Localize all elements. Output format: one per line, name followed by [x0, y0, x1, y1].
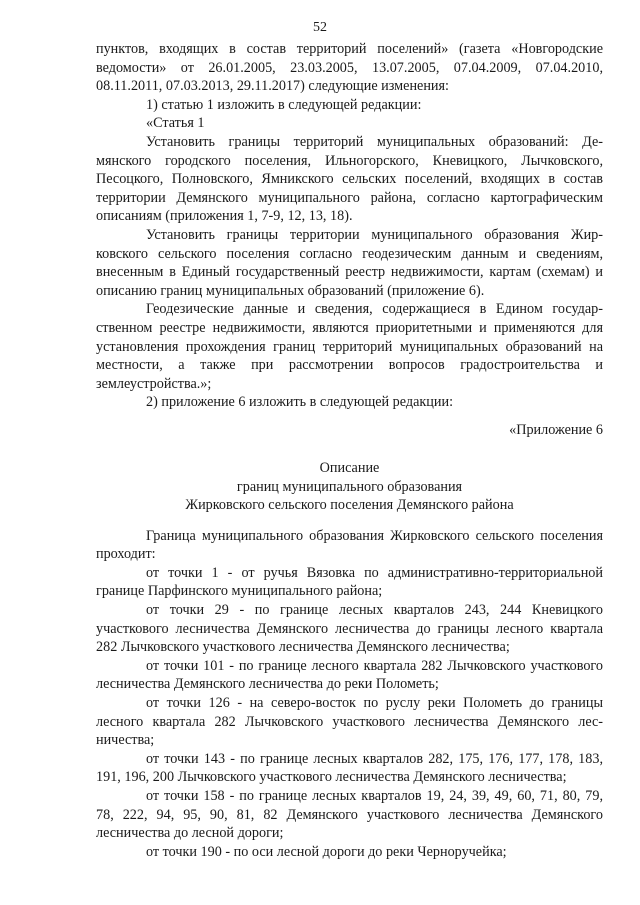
description-point-29: от точки 29 - по границе лесных кварталов 243, 244 Кневицкого участкового лесничества Демянского лесничества до границы лесного квартала 282 Лычковского участкового лесничества Демянского лесничества; — [96, 602, 603, 656]
paragraph-continuation: пунктов, входящих в состав территорий поселений» (газета «Новгородские ведомости» от 26.01.2005, 23.03.2005, 13.07.2005, 07.04.2009, 07.04.2010, 08.11.2011, 07.03.2013, 29.11.2017) следующие изменения: — [96, 41, 603, 95]
description-point-143: от точки 143 - по границе лесных кварталов 282, 175, 176, 177, 178, 183, 191, 196, 200 Лычковского участкового лесничества Демянского лесничества; — [96, 750, 603, 786]
document-body — [96, 40, 603, 861]
article-heading: «Статья 1 — [146, 115, 205, 132]
paragraph-borders-zhirkovskoe: Установить границы территории муниципального образования Жирковского сельского поселения согласно геодезическим данным и сведениям, внесенным в Единый государственный реестр недвижимости, картам (схемам) и описанию границ муниципальных образований (приложение 6). — [96, 226, 603, 299]
appendix-reference: «Приложение 6 — [509, 421, 603, 438]
description-point-158: от точки 158 - по границе лесных кварталов 19, 24, 39, 49, 60, 71, 80, 79, 78, 222, 94, 95, 90, 81, 82 Демянского участкового лесничества Демянского лесничества до лесной дороги; — [96, 788, 603, 842]
description-point-101: от точки 101 - по границе лесного квартала 282 Лычковского участкового лесничества Демянского лесничества до реки Полометь; — [96, 657, 603, 693]
description-intro: Граница муниципального образования Жирковского сельского поселения проходит: — [96, 527, 603, 563]
description-title — [96, 459, 603, 514]
description-point-1: от точки 1 - от ручья Вязовка по административно-территориальной границе Парфинского муниципального района; — [96, 564, 603, 600]
paragraph-geodetic-data: Геодезические данные и сведения, содержащиеся в Едином государственном реестре недвижимости, являются приоритетными и применяются для установления прохождения границ территорий муниципальных образований на местности, а также при рассмотрении вопросов градостроительства и землеустройства.»; — [96, 301, 603, 392]
title-line-1: Описание — [319, 460, 380, 477]
title-line-3: Жирковского сельского поселения Демянского района — [185, 497, 514, 514]
description-point-126: от точки 126 - на северо-восток по руслу реки Полометь до границы лесного квартала 282 Лычковского участкового лесничества Демянского лесничества; — [96, 695, 603, 749]
paragraph-item-1: 1) статью 1 изложить в следующей редакции: — [146, 96, 422, 113]
paragraph-borders-general: Установить границы территорий муниципальных образований: Демянского городского поселения, Ильногорского, Кневицкого, Лычковского, Песоцкого, Полновского, Ямникского сельских поселений, входящих в состав территории Демянского муниципального района, согласно картографическим описаниям (приложения 1, 7-9, 12, 13, 18). — [96, 133, 603, 225]
title-line-2: границ муниципального образования — [236, 478, 463, 495]
page-number: 52 — [313, 20, 327, 35]
description-point-190: от точки 190 - по оси лесной дороги до реки Черноручейка; — [146, 843, 507, 860]
paragraph-item-2: 2) приложение 6 изложить в следующей редакции: — [146, 394, 454, 411]
